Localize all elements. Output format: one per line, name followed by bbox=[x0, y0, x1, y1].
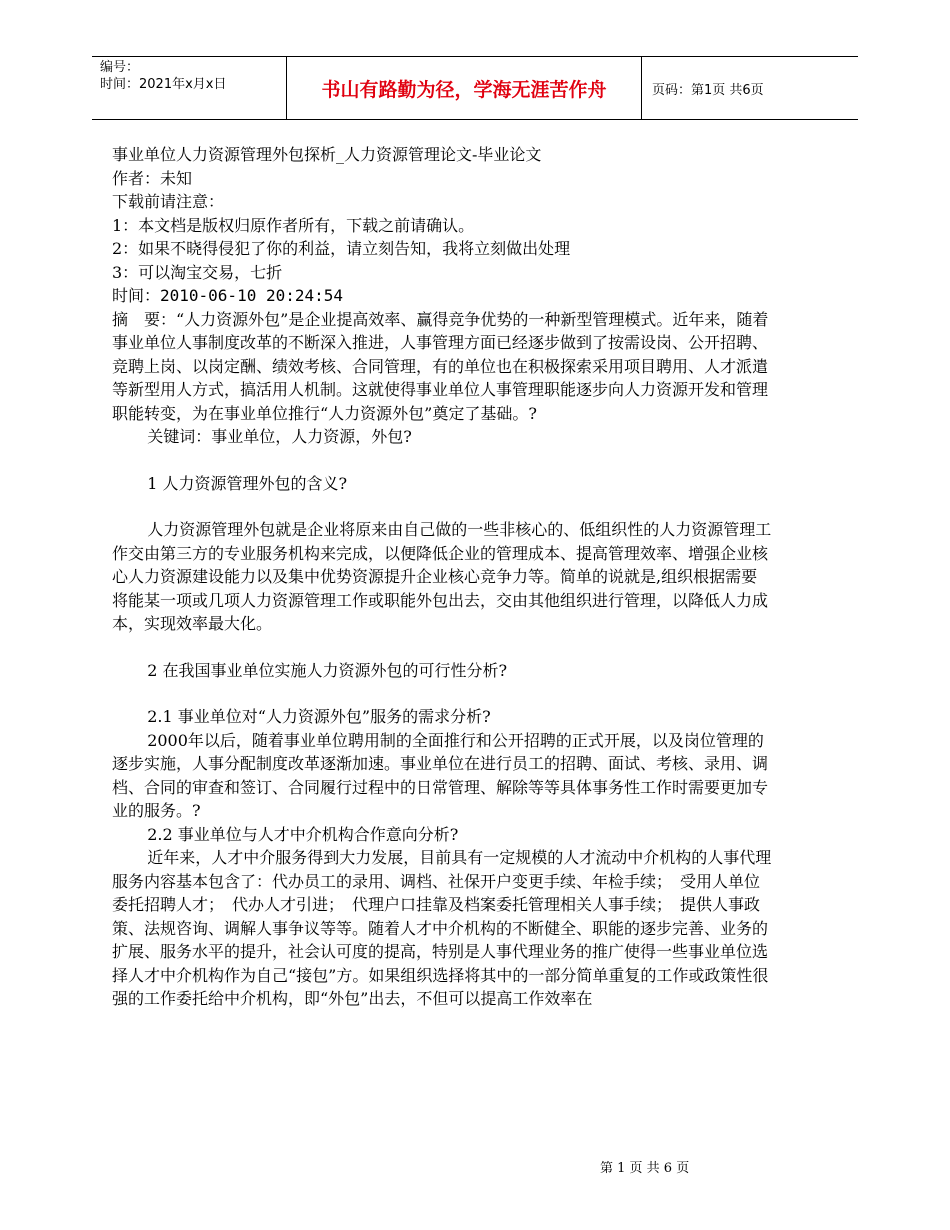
document-body bbox=[112, 143, 772, 1011]
section-2-1-paragraph: 2000年以后，随着事业单位聘用制的全面推行和公开招聘的正式开展，以及岗位管理的逐步实施，人事分配制度改革逐渐加速。事业单位在进行员工的招聘、面试、考核、录用、调档、合同的审查和签订、合同履行过程中的日常管理、解除等等具体事务性工作时需要更加专业的服务。? bbox=[112, 730, 769, 820]
spacer bbox=[112, 449, 772, 472]
abstract: 摘 要：“人力资源外包”是企业提高效率、赢得竞争优势的一种新型管理模式。近年来，随着事业单位人事制度改革的不断深入推进，人事管理方面已经逐步做到了按需设岗、公开招聘、竞聘上岗、以岗定酬、绩效考核、合同管理，有的单位也在积极探索采用项目聘用、人才派遣等新型用人方式，搞活用人机制。这就使得事业单位人事管理职能逐步向人力资源开发和管理职能转变，为在事业单位推行“人力资源外包”奠定了基础。? bbox=[112, 309, 769, 423]
header-motto: 书山有路勤为径，学海无涯苦作舟 bbox=[287, 57, 642, 119]
section-2-heading: 2 在我国事业单位实施人力资源外包的可行性分析? bbox=[147, 660, 508, 680]
keywords: 关键词：事业单位，人力资源，外包? bbox=[147, 427, 412, 446]
section-2-2-paragraph: 近年来，人才中介服务得到大力发展，目前具有一定规模的人才流动中介机构的人事代理服务内容基本包含了：代办员工的录用、调档、社保开户变更手续、年检手续； 受用人单位委托招聘人才； 代办人才引进； 代理户口挂靠及档案委托管理相关人事手续； 提供人事政策、法规咨询、调解人事争议等等。随着人才中介机构的不断健全、职能的逐步完善、业务的扩展、服务水平的提升，社会认可度的提高，特别是人事代理业务的推广使得一些事业单位选择人才中介机构作为自己“接包”方。如果组织选择将其中的一部分简单重复的工作或政策性很强的工作委托给中介机构，即“外包”出去，不但可以提高工作效率在 bbox=[112, 848, 772, 1008]
spacer bbox=[112, 682, 772, 705]
notice-item-2: 2：如果不晓得侵犯了你的利益，请立刻告知，我将立刻做出处理 bbox=[112, 239, 571, 258]
article-author: 作者：未知 bbox=[112, 168, 193, 188]
section-1-heading: 1 人力资源管理外包的含义? bbox=[147, 473, 348, 493]
spacer bbox=[112, 636, 772, 659]
notice-heading: 下载前请注意： bbox=[112, 192, 225, 211]
section-1-paragraph: 人力资源管理外包就是企业将原来由自己做的一些非核心的、低组织性的人力资源管理工作交由第三方的专业服务机构来完成，以便降低企业的管理成本、提高管理效率、增强企业核心人力资源建设能力以及集中优势资源提升企业核心竞争力等。简单的说就是,组织根据需要将能某一项或几项人力资源管理工作或职能外包出去，交由其他组织进行管理，以降低人力成本，实现效率最大化。 bbox=[112, 520, 772, 633]
page-header bbox=[92, 56, 858, 120]
number-label: 编号： bbox=[100, 60, 140, 75]
article-title: 事业单位人力资源管理外包探析_人力资源管理论文-毕业论文 bbox=[112, 145, 542, 164]
notice-item-3: 3：可以淘宝交易，七折 bbox=[112, 262, 283, 282]
publish-time: 时间：2010-06-10 20:24:54 bbox=[112, 286, 344, 305]
spacer bbox=[112, 495, 772, 518]
notice-item-1: 1：本文档是版权归原作者所有，下载之前请确认。 bbox=[112, 215, 475, 235]
page-footer: 第 1 页 共 6 页 bbox=[600, 1161, 690, 1176]
header-meta bbox=[92, 57, 287, 119]
time-label: 时间：2021年x月x日 bbox=[100, 77, 227, 92]
section-2-2-heading: 2.2 事业单位与人才中介机构合作意向分析? bbox=[147, 824, 459, 844]
section-2-1-heading: 2.1 事业单位对“人力资源外包”服务的需求分析? bbox=[147, 707, 491, 726]
header-page-info: 页码：第1页 共6页 bbox=[652, 82, 764, 98]
